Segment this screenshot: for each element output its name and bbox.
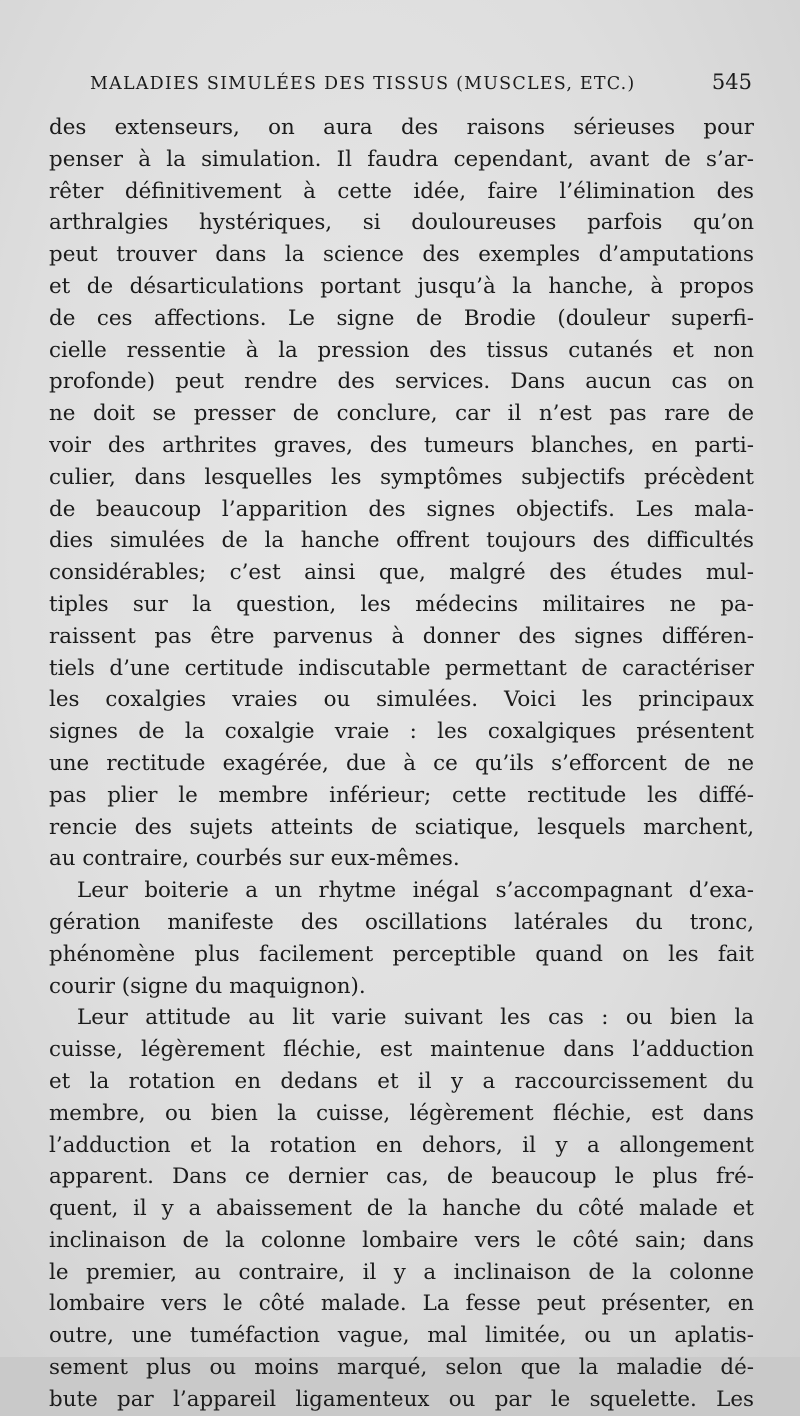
text-line: de ces affections. Le signe de Brodie (douleur superfi- <box>49 305 754 331</box>
text-line: inclinaison de la colonne lombaire vers le côté sain; dans <box>49 1227 754 1253</box>
text-line: lombaire vers le côté malade. La fesse peut présenter, en <box>49 1291 754 1317</box>
text-line: des extenseurs, on aura des raisons sérieuses pour <box>49 115 754 140</box>
text-line: Leur boiterie a un rhytme inégal s’accompagnant d’exa- <box>77 878 754 904</box>
text-line: tiels d’une certitude indiscutable permettant de caractériser <box>49 655 754 681</box>
text-line: phénomène plus facilement perceptible quand on les fait <box>49 941 754 967</box>
text-line: ne doit se presser de conclure, car il n’est pas rare de <box>49 401 754 427</box>
text-line: et de désarticulations portant jusqu’à la hanche, à propos <box>49 273 754 299</box>
text-line: rencie des sujets atteints de sciatique, lesquels marchent, <box>49 814 754 840</box>
text-line: le premier, au contraire, il y a inclinaison de la colonne <box>49 1259 754 1285</box>
text-line: considérables; c’est ainsi que, malgré des études mul- <box>49 560 754 586</box>
text-line: sement plus ou moins marqué, selon que la maladie dé- <box>49 1355 754 1381</box>
text-line: cielle ressentie à la pression des tissus cutanés et non <box>49 337 754 363</box>
text-line: culier, dans lesquelles les symptômes subjectifs précèdent <box>49 464 754 490</box>
text-line: apparent. Dans ce dernier cas, de beaucoup le plus fré- <box>49 1164 754 1190</box>
text-line: de beaucoup l’apparition des signes objectifs. Les mala- <box>49 496 754 522</box>
text-line: quent, il y a abaissement de la hanche du côté malade et <box>49 1196 754 1222</box>
running-head: MALADIES SIMULÉES DES TISSUS (MUSCLES, ETC.) <box>90 74 636 94</box>
text-line: penser à la simulation. Il faudra cependant, avant de s’ar- <box>49 146 754 172</box>
page-number: 545 <box>711 70 752 94</box>
text-line: l’adduction et la rotation en dehors, il y a allongement <box>49 1132 754 1158</box>
text-line: et la rotation en dedans et il y a raccourcissement du <box>49 1068 754 1094</box>
text-line: peut trouver dans la science des exemples d’amputations <box>49 242 754 268</box>
text-line: voir des arthrites graves, des tumeurs blanches, en parti- <box>49 432 754 458</box>
text-line: Leur attitude au lit varie suivant les cas : ou bien la <box>77 1005 754 1031</box>
text-line: au contraire, courbés sur eux-mêmes. <box>49 846 460 872</box>
text-line: les coxalgies vraies ou simulées. Voici les principaux <box>49 687 754 713</box>
text-line: courir (signe du maquignon). <box>49 973 366 999</box>
text-line: membre, ou bien la cuisse, légèrement fléchie, est dans <box>49 1100 754 1126</box>
text-line: une rectitude exagérée, due à ce qu’ils s’efforcent de ne <box>49 750 754 776</box>
page-header <box>90 70 752 102</box>
text-line: gération manifeste des oscillations latérales du tronc, <box>49 909 754 935</box>
text-line: dies simulées de la hanche offrent toujours des difficultés <box>49 528 754 554</box>
text-line: signes de la coxalgie vraie : les coxalgiques présentent <box>49 719 754 745</box>
body-text <box>49 112 754 1416</box>
text-line: profonde) peut rendre des services. Dans aucun cas on <box>49 369 754 395</box>
text-line: cuisse, légèrement fléchie, est maintenue dans l’adduction <box>49 1037 754 1063</box>
text-line: rêter définitivement à cette idée, faire l’élimination des <box>49 178 754 204</box>
text-line: pas plier le membre inférieur; cette rectitude les diffé- <box>49 782 754 808</box>
text-line: tiples sur la question, les médecins militaires ne pa- <box>49 591 754 617</box>
text-line: bute par l’appareil ligamenteux ou par le squelette. Les <box>49 1386 754 1412</box>
text-line: raissent pas être parvenus à donner des signes différen- <box>49 623 754 649</box>
text-line: outre, une tuméfaction vague, mal limitée, ou un aplatis- <box>49 1323 754 1349</box>
text-line: arthralgies hystériques, si douloureuses parfois qu’on <box>49 210 754 236</box>
